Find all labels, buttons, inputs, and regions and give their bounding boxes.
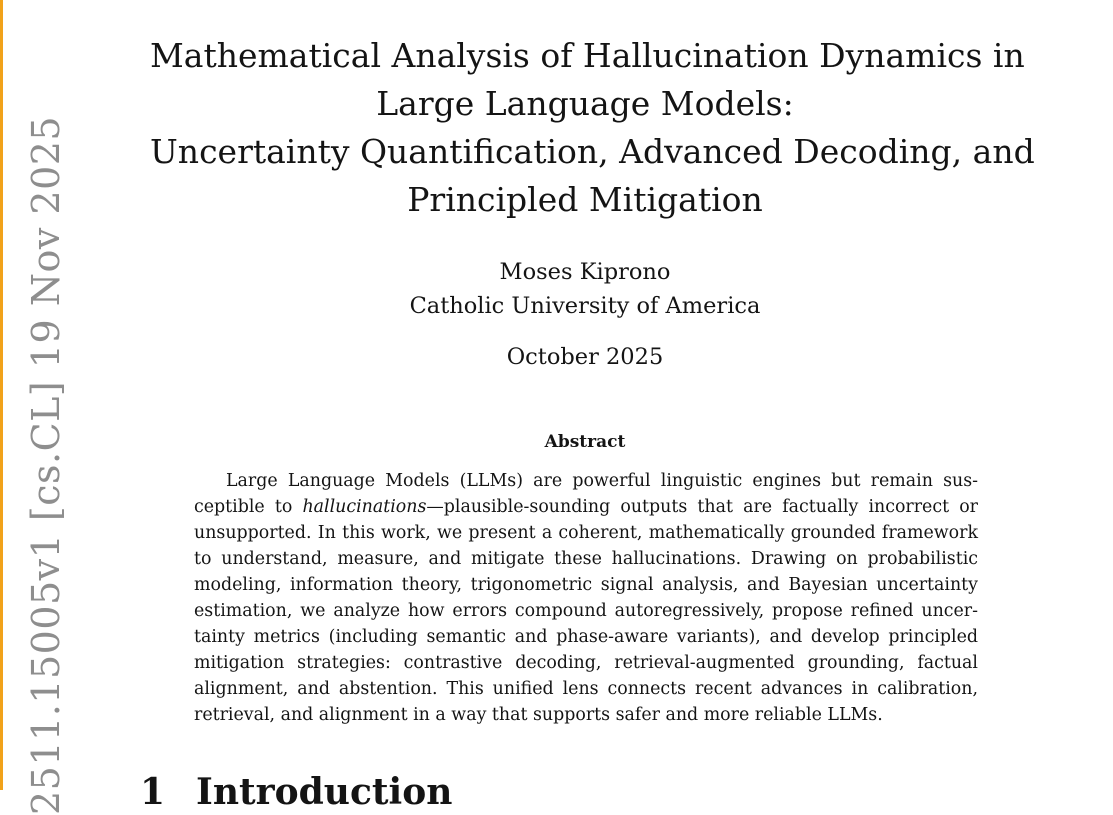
title-line-4: Principled Mitigation — [407, 180, 763, 219]
abstract-line-4: to understand, measure, and mitigate these hallucinations. Drawing on probabilistic — [194, 549, 978, 569]
abstract-heading: Abstract — [544, 432, 626, 452]
paper-title — [150, 32, 1035, 224]
abstract-emphasis: hallucinations — [302, 497, 427, 517]
title-line-2: Large Language Models: — [376, 84, 794, 123]
section-number: 1 — [140, 771, 166, 813]
author-name: Moses Kiprono — [499, 259, 671, 285]
arxiv-stamp: 2511.15005v1 [cs.CL] 19 Nov 2025 — [24, 115, 68, 815]
paper-date: October 2025 — [506, 344, 664, 370]
section-title: Introduction — [196, 771, 453, 813]
abstract-body — [194, 468, 978, 728]
title-line-3: Uncertainty Quantification, Advanced Decoding, and — [150, 132, 1035, 171]
section-heading — [140, 770, 452, 814]
abstract-line-6: estimation, we analyze how errors compound autoregressively, propose refined uncer- — [194, 601, 978, 621]
abstract-line-7: tainty metrics (including semantic and phase-aware variants), and develop principled — [194, 627, 978, 647]
abstract-line-2 — [194, 494, 978, 520]
abstract-line-1: Large Language Models (LLMs) are powerful linguistic engines but remain sus- — [226, 471, 978, 491]
abstract-line-9: alignment, and abstention. This unified lens connects recent advances in calibration, — [194, 679, 978, 699]
abstract-line-8: mitigation strategies: contrastive decoding, retrieval-augmented grounding, factual — [194, 653, 978, 673]
title-line-1: Mathematical Analysis of Hallucination Dynamics in — [150, 36, 1025, 75]
page-left-border — [0, 0, 3, 790]
abstract-line-2-pre: ceptible to — [194, 497, 303, 517]
abstract-line-5: modeling, information theory, trigonometric signal analysis, and Bayesian uncertainty — [194, 575, 978, 595]
author-block — [150, 255, 1020, 323]
abstract-line-2-post: —plausible-sounding outputs that are factually incorrect or — [426, 497, 978, 517]
abstract-line-3: unsupported. In this work, we present a coherent, mathematically grounded framework — [194, 523, 978, 543]
author-affiliation: Catholic University of America — [409, 293, 761, 319]
abstract-line-10: retrieval, and alignment in a way that supports safer and more reliable LLMs. — [194, 705, 883, 725]
